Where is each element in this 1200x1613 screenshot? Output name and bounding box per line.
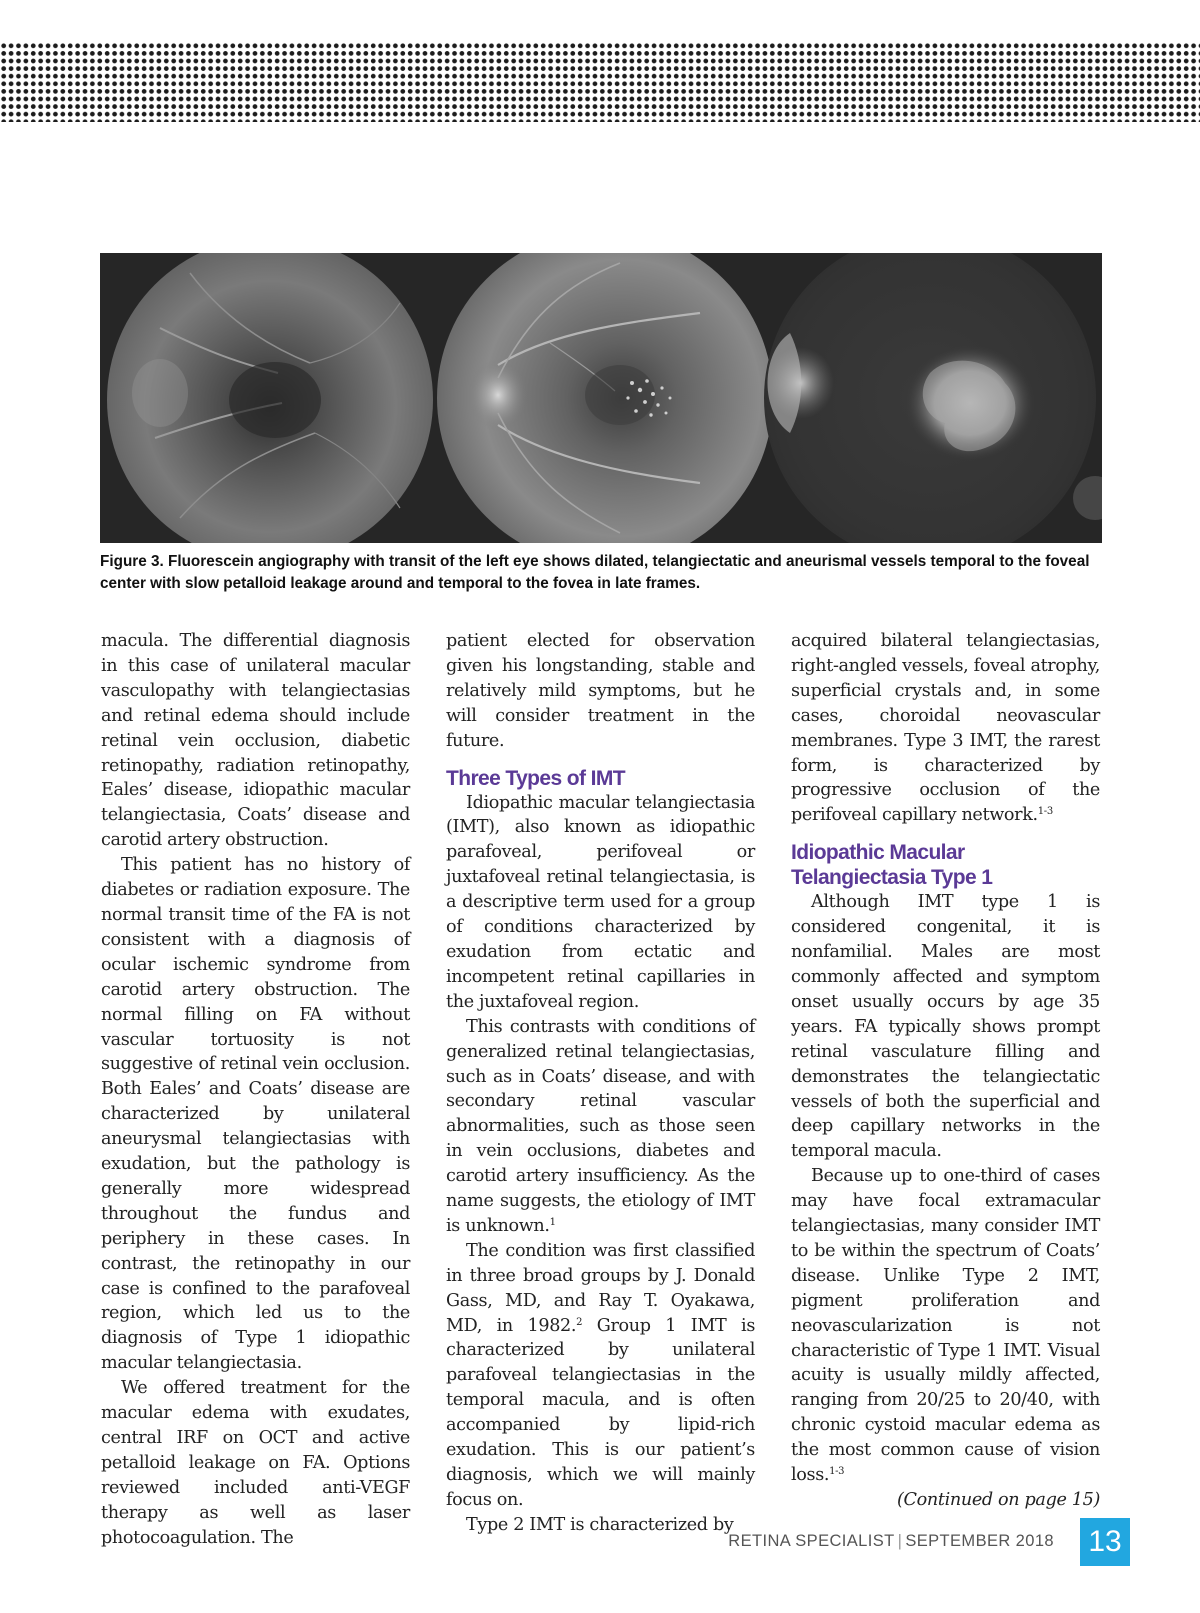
- figure-caption: Figure 3. Fluorescein angiography with transit of the left eye shows dilated, telangiectatic and aneurismal vessels temporal to the foveal center with slow petalloid leakage around and temporal to the fovea in late frames.: [100, 553, 1090, 592]
- reference-superscript: 1-3: [1037, 806, 1053, 818]
- footer-separator: |: [897, 1532, 903, 1550]
- body-text: Group 1 IMT is characterized by unilateral parafoveal telangiectasias in the temporal macula, and is often accompanied by lipid-rich exudation. This is our patient’s diagnosis, which we will mainly focus on.: [446, 1315, 755, 1510]
- body-paragraph: Type 2 IMT is characterized by: [466, 1514, 734, 1535]
- section-heading-three-types: Three Types of IMT: [446, 766, 625, 790]
- page-number: 13: [1080, 1518, 1130, 1566]
- body-paragraph: [446, 1015, 755, 1239]
- body-paragraph: This patient has no history of diabetes or radiation exposure. The normal transit time of the FA is not consistent with a diagnosis of ocular ischemic syndrome from carotid artery obstruction. The normal filling on FA without vascular tortuosity is not suggestive of retinal vein occlusion. Both Eales’ and Coats’ disease are characterized by unilateral aneurysmal telangiectasias with exudation, but the pathology is generally more widespread throughout the fundus and periphery in these cases. In contrast, the retinopathy in our case is confined to the parafoveal region, which led us to the diagnosis of Type 1 idiopathic macular telangiectasia.: [101, 855, 410, 1374]
- reference-superscript: 2: [576, 1316, 583, 1328]
- heading-line: Idiopathic Macular: [791, 841, 965, 865]
- angiogram-frame-mid: [437, 253, 773, 543]
- publication-name: RETINA SPECIALIST: [728, 1532, 895, 1550]
- issue-date: SEPTEMBER 2018: [905, 1532, 1054, 1550]
- body-paragraph: [791, 1164, 1100, 1488]
- body-text: Because up to one-third of cases may have focal extramacular telangiectasias, many consider IMT to be within the spectrum of Coats’ disease. Unlike Type 2 IMT, pigment proliferation and neovascularization is not characteristic of Type 1 IMT. Visual acuity is usually mildly affected, ranging from 20/25 to 20/40, with chronic cystoid macular edema as the most common cause of vision loss.: [791, 1166, 1100, 1486]
- fluorescein-angiography-figure: [100, 253, 1102, 543]
- continued-note: (Continued on page 15): [897, 1490, 1100, 1510]
- article-column-1: [101, 629, 410, 1551]
- reference-superscript: 1-3: [829, 1466, 845, 1478]
- body-paragraph: [791, 629, 1100, 828]
- body-text: acquired bilateral telangiectasias, right-angled vessels, foveal atrophy, superficial crystals and, in some cases, choroidal neovascular membranes. Type 3 IMT, the rarest form, is characterized by progressive occlusion of the perifoveal capillary network.: [791, 631, 1100, 826]
- article-column-2: [446, 629, 755, 1538]
- body-paragraph: Idiopathic macular telangiectasia (IMT), also known as idiopathic parafoveal, perifoveal or juxtafoveal retinal telangiectasia, is a descriptive term used for a group of conditions characterized by exudation from ectatic and incompetent retinal capillaries in the juxtafoveal region.: [446, 792, 755, 1012]
- body-paragraph: patient elected for observation given his longstanding, stable and relatively mild symptoms, but he will consider treatment in the future.: [446, 631, 755, 751]
- page-footer: [728, 1531, 1054, 1551]
- decorative-dot-pattern: [0, 42, 1200, 122]
- angiogram-frame-late: [764, 253, 1102, 543]
- reference-superscript: 1: [549, 1216, 556, 1228]
- body-paragraph: macula. The differential diagnosis in this case of unilateral macular vasculopathy with telangiectasias and retinal edema should include retinal vein occlusion, diabetic retinopathy, radiation retinopathy, Eales’ disease, idiopathic macular telangiectasia, Coats’ disease and carotid artery obstruction.: [101, 631, 410, 851]
- angiogram-frame-early: [107, 253, 433, 543]
- body-text: This contrasts with conditions of generalized retinal telangiectasias, such as in Coats’ disease, and with secondary retinal vascular abnormalities, such as those seen in vein occlusions, diabetes and carotid artery insufficiency. As the name suggests, the etiology of IMT is unknown.: [446, 1016, 755, 1236]
- body-paragraph: [446, 1239, 755, 1513]
- body-paragraph: We offered treatment for the macular edema with exudates, central IRF on OCT and active petalloid leakage on FA. Options reviewed included anti-VEGF therapy as well as laser photocoagulation. The: [101, 1378, 410, 1548]
- section-heading-imt-type-1: [791, 840, 1100, 890]
- article-column-3: [791, 629, 1100, 1513]
- body-paragraph: Although IMT type 1 is considered congenital, it is nonfamilial. Males are most commonly affected and symptom onset usually occurs by age 35 years. FA typically shows prompt retinal vasculature filling and demonstrates the telangiectatic vessels of both the superficial and deep capillary networks in the temporal macula.: [791, 892, 1100, 1162]
- heading-line: Telangiectasia Type 1: [791, 866, 993, 890]
- body-text: The condition was first classified in three broad groups by J. Donald Gass, MD, and Ray T. Oyakawa, MD, in 1982.: [446, 1240, 755, 1336]
